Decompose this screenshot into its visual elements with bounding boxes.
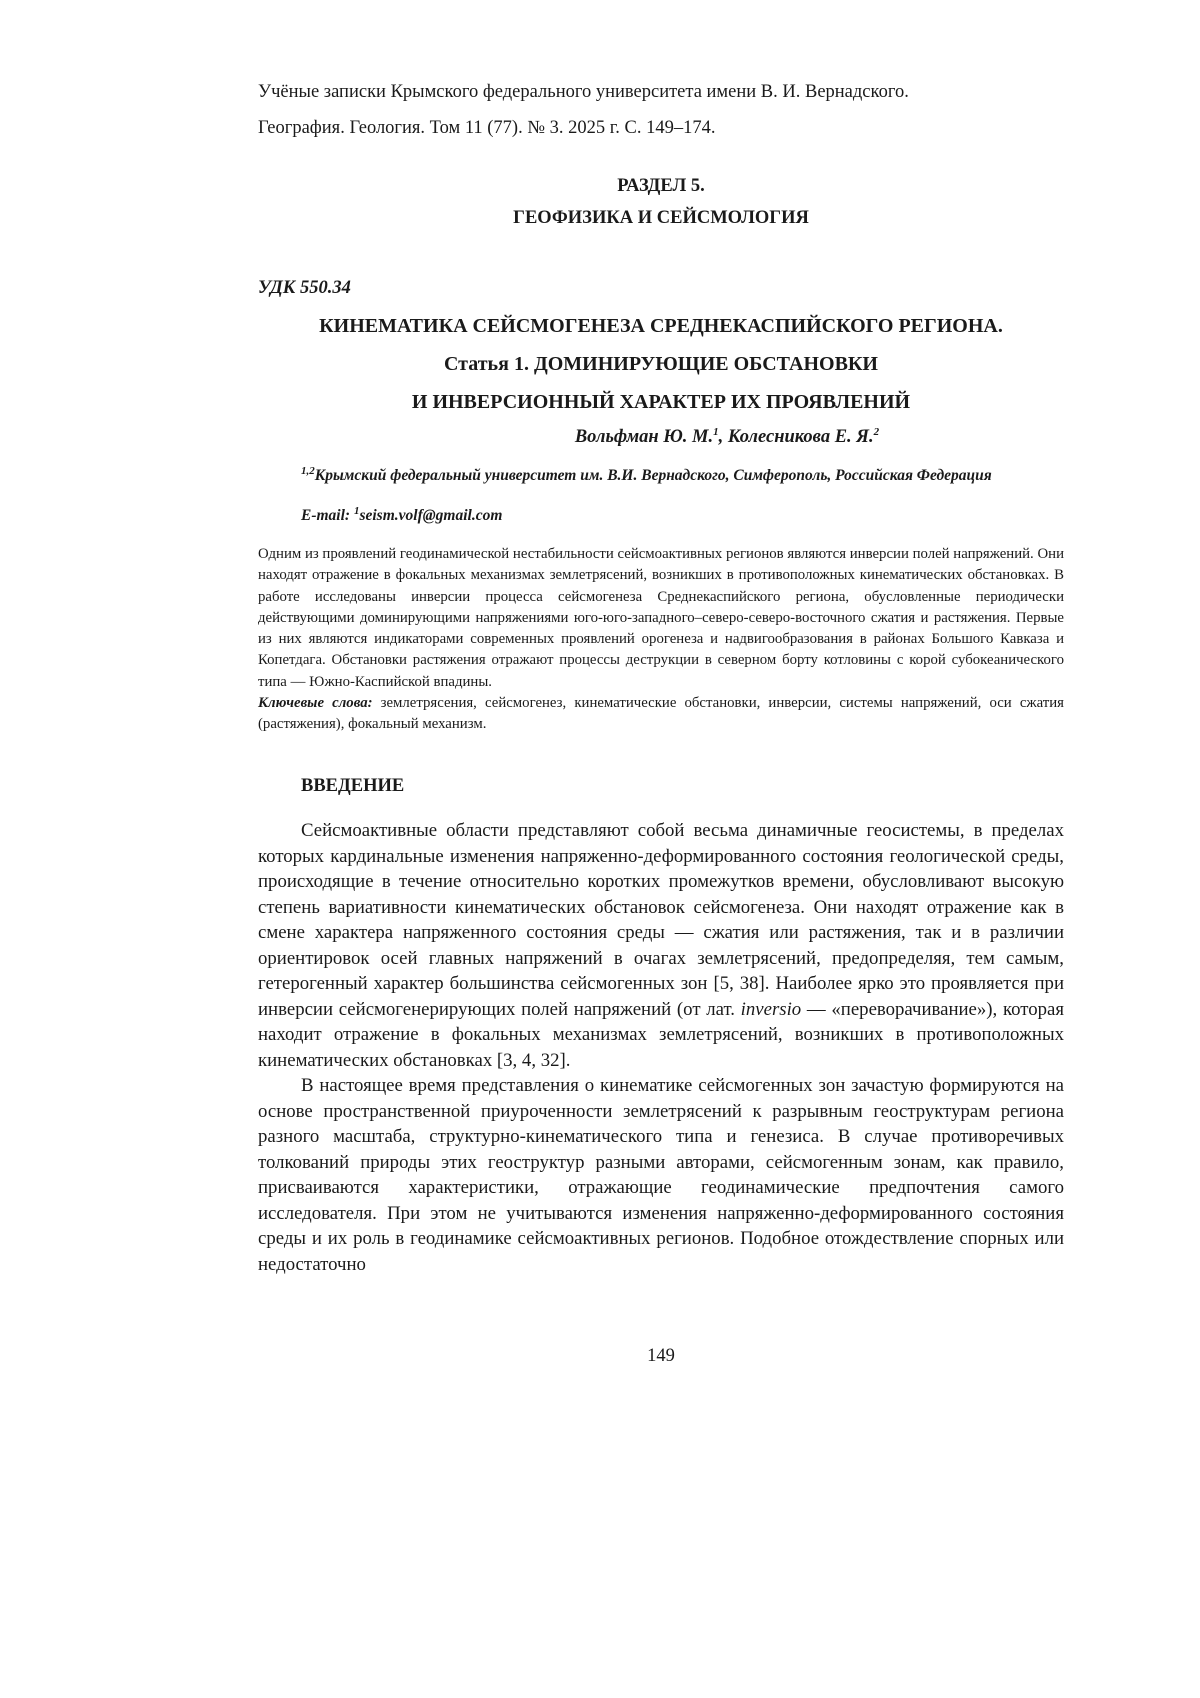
journal-citation-line1: Учёные записки Крымского федерального университета имени В. И. Вернадского. [258,82,909,102]
paragraph-1-latin-term: inversio [740,998,802,1020]
paragraph-1-text-b: — «переворачивание»), которая находит отражение в фокальных механизмах землетрясений, возникших в противоположных кинематических обстановках [3, 4, 32]. [258,998,1064,1071]
journal-citation-line2: География. Геология. Том 11 (77). № 3. 2025 г. С. 149–174. [258,118,716,138]
section-name: ГЕОФИЗИКА И СЕЙСМОЛОГИЯ [513,208,809,228]
email-line [301,506,502,526]
affiliation-text: Крымский федеральный университет им. В.И. Вернадского, Симферополь, Российская Федерация [314,467,992,484]
body-text [258,818,1064,1277]
page-number: 149 [647,1346,675,1366]
paragraph-1 [258,818,1064,1073]
paragraph-2: В настоящее время представления о кинематике сейсмогенных зон зачастую формируются на основе пространственной приуроченности землетрясений к разрывным геоструктурам региона разного масштаба, структурно-кинематического типа и генезиса. В случае противоречивых толкований природы этих геоструктур разными авторами, сейсмогенным зонам, как правило, присваиваются характеристики, отражающие геодинамические предпочтения самого исследователя. При этом не учитываются изменения напряженно-деформированного состояния среды и их роль в геодинамике сейсмоактивных регионов. Подобное отождествление спорных или недостаточно [258,1075,1064,1275]
section-heading-introduction: ВВЕДЕНИЕ [301,776,405,796]
author-2: Колесникова Е. Я. [727,427,874,447]
author-1: Вольфман Ю. М. [574,427,714,447]
paragraph-1-text-a: Сейсмоактивные области представляют собой весьма динамичные геосистемы, в пределах которых кардинальные изменения напряженно-деформированного состояния геологической среды, происходящие в течение относительно коротких промежутков времени, обусловливают высокую степень вариативности кинематических обстановок сейсмогенеза. Они находят отражение как в смене характера напряженного состояния среды — сжатия или растяжения, так и в различии ориентировок осей главных напряжений в очагах землетрясений, предопределяя, тем самым, гетерогенный характер большинства сейсмогенных зон [5, 38]. Наиболее ярко это проявляется при инверсии сейсмогенерирующих полей напряжений (от лат. [258,820,1064,1020]
email-address[interactable]: seism.volf@gmail.com [359,507,503,524]
article-title-line2: Статья 1. ДОМИНИРУЮЩИЕ ОБСТАНОВКИ [444,353,878,375]
abstract-text: Одним из проявлений геодинамической нестабильности сейсмоактивных регионов являются инверсии полей напряжений. Они находят отражение в фокальных механизмах землетрясений, возникших в противоположных кинематических обстановках. В работе исследованы инверсии процесса сейсмогенеза Среднекаспийского региона, обусловленные периодически действующими доминирующими напряжениями юго-юго-западного–северо-северо-восточного сжатия и растяжения. Первые из них являются индикаторами современных проявлений орогенеза и надвигообразования в районах Большого Кавказа и Копетдага. Обстановки растяжения отражают процессы деструкции в северном борту котловины с корой субокеанического типа — Южно-Каспийской впадины. [258,546,1064,690]
section-number: РАЗДЕЛ 5. [617,176,705,196]
udk-code: УДК 550.34 [258,278,351,298]
keywords-label: Ключевые слова: [258,695,373,712]
author-separator: , [718,427,728,447]
keywords-text: землетрясения, сейсмогенез, кинематические обстановки, инверсии, системы напряжений, оси сжатия (растяжения), фокальный механизм. [258,695,1064,733]
author-2-affil-mark: 2 [873,425,880,438]
author-1-affil-mark: 1 [713,425,719,438]
affiliation-mark: 1,2 [301,464,315,477]
abstract [258,544,1064,736]
authors-line [258,427,1064,448]
article-title-line1: КИНЕМАТИКА СЕЙСМОГЕНЕЗА СРЕДНЕКАСПИЙСКОГО РЕГИОНА. [319,315,1003,337]
email-mark: 1 [353,504,360,517]
email-label: E-mail: [301,507,354,524]
affiliation [301,466,1064,486]
article-title-line3: И ИНВЕРСИОННЫЙ ХАРАКТЕР ИХ ПРОЯВЛЕНИЙ [411,391,911,413]
